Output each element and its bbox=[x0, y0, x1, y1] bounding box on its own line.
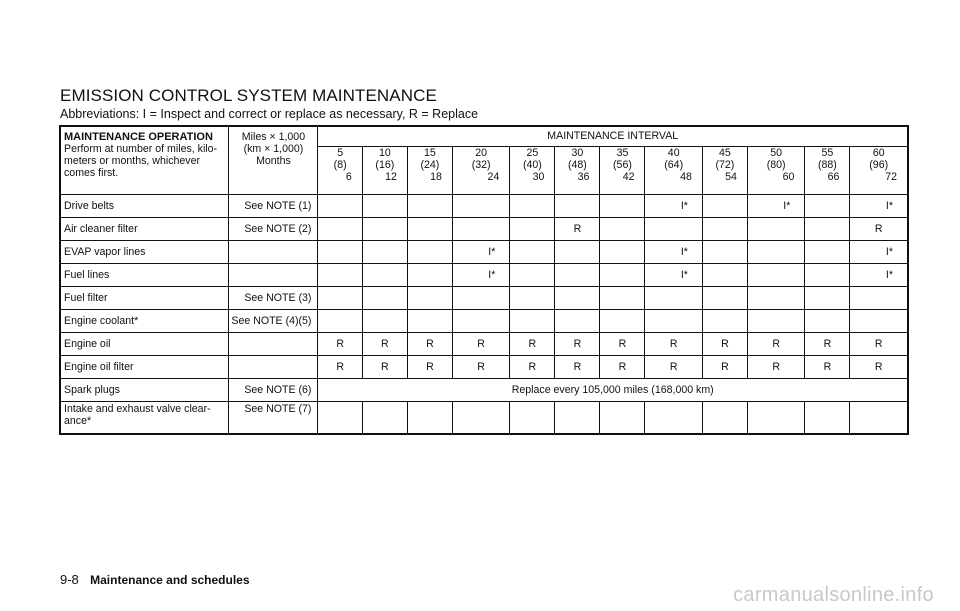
interval-cell bbox=[850, 402, 908, 435]
units-months: Months bbox=[256, 155, 291, 167]
interval-cell bbox=[555, 310, 600, 333]
operation-note: See NOTE (6) bbox=[229, 379, 318, 402]
interval-cell bbox=[600, 218, 645, 241]
interval-span-text: Replace every 105,000 miles (168,000 km) bbox=[318, 379, 908, 402]
abbreviations-note: Abbreviations: I = Inspect and correct or replace as necessary, R = Replace bbox=[60, 107, 479, 121]
interval-column-header bbox=[318, 147, 362, 195]
interval-cell bbox=[452, 310, 509, 333]
interval-cell: R bbox=[747, 356, 804, 379]
operation-name: Fuel lines bbox=[60, 264, 229, 287]
interval-cell bbox=[747, 402, 804, 435]
interval-cell: I* bbox=[452, 241, 509, 264]
interval-column-header bbox=[452, 147, 509, 195]
interval-cell bbox=[452, 195, 509, 218]
table-row bbox=[60, 195, 908, 218]
operation-name: Drive belts bbox=[60, 195, 229, 218]
interval-miles: 35 bbox=[616, 147, 629, 159]
interval-column-header bbox=[600, 147, 645, 195]
interval-cell bbox=[850, 287, 908, 310]
interval-cell bbox=[362, 241, 407, 264]
interval-cell: R bbox=[510, 333, 555, 356]
interval-cell: R bbox=[510, 356, 555, 379]
interval-column-header bbox=[805, 147, 850, 195]
interval-cell bbox=[555, 241, 600, 264]
interval-km: (40) bbox=[522, 159, 542, 171]
interval-miles: 10 bbox=[378, 147, 391, 159]
interval-cell bbox=[407, 241, 452, 264]
interval-cell bbox=[600, 195, 645, 218]
interval-column-header bbox=[555, 147, 600, 195]
interval-km: (88) bbox=[817, 159, 837, 171]
interval-months: 24 bbox=[487, 171, 500, 183]
interval-cell bbox=[510, 287, 555, 310]
interval-cell: I* bbox=[645, 195, 702, 218]
operation-name: Engine oil filter bbox=[60, 356, 229, 379]
interval-km: (80) bbox=[766, 159, 786, 171]
operation-name: Engine coolant* bbox=[60, 310, 229, 333]
interval-cell bbox=[362, 287, 407, 310]
interval-cell bbox=[510, 218, 555, 241]
interval-cell bbox=[747, 218, 804, 241]
interval-cell: I* bbox=[452, 264, 509, 287]
interval-cell bbox=[318, 287, 362, 310]
interval-cell bbox=[702, 402, 747, 435]
interval-cell bbox=[452, 402, 509, 435]
interval-cell bbox=[362, 264, 407, 287]
interval-column-header bbox=[510, 147, 555, 195]
interval-cell: R bbox=[452, 333, 509, 356]
operation-name: Air cleaner filter bbox=[60, 218, 229, 241]
interval-cell bbox=[510, 195, 555, 218]
operation-header bbox=[60, 126, 229, 195]
interval-km: (16) bbox=[375, 159, 395, 171]
interval-cell bbox=[747, 264, 804, 287]
page-number: 9-8 bbox=[60, 572, 79, 587]
interval-cell bbox=[318, 264, 362, 287]
interval-cell bbox=[362, 195, 407, 218]
interval-miles: 40 bbox=[667, 147, 680, 159]
interval-cell bbox=[510, 241, 555, 264]
interval-cell: R bbox=[850, 218, 908, 241]
interval-cell: I* bbox=[850, 195, 908, 218]
interval-cell: R bbox=[318, 356, 362, 379]
operation-header-desc: Perform at number of miles, kilo- meters or months, whichever comes first. bbox=[64, 143, 218, 179]
interval-cell: R bbox=[645, 333, 702, 356]
table-row bbox=[60, 264, 908, 287]
page-footer bbox=[60, 572, 250, 587]
table-row bbox=[60, 287, 908, 310]
interval-cell: R bbox=[805, 333, 850, 356]
operation-note bbox=[229, 264, 318, 287]
interval-miles: 20 bbox=[475, 147, 488, 159]
interval-cell: R bbox=[850, 333, 908, 356]
operation-note: See NOTE (7) bbox=[229, 402, 318, 435]
interval-cell bbox=[702, 287, 747, 310]
interval-cell bbox=[555, 287, 600, 310]
interval-cell: I* bbox=[645, 264, 702, 287]
interval-cell: R bbox=[702, 356, 747, 379]
interval-cell: R bbox=[555, 333, 600, 356]
interval-cell bbox=[318, 402, 362, 435]
watermark: carmanualsonline.info bbox=[733, 584, 934, 606]
interval-cell bbox=[747, 241, 804, 264]
interval-cell: R bbox=[407, 356, 452, 379]
interval-cell bbox=[407, 287, 452, 310]
table-row bbox=[60, 402, 908, 435]
operation-note: See NOTE (1) bbox=[229, 195, 318, 218]
operation-note: See NOTE (2) bbox=[229, 218, 318, 241]
interval-cell bbox=[805, 264, 850, 287]
interval-km: (56) bbox=[613, 159, 632, 171]
interval-cell bbox=[555, 264, 600, 287]
interval-miles: 55 bbox=[821, 147, 834, 159]
interval-cell: R bbox=[600, 333, 645, 356]
interval-cell: R bbox=[850, 356, 908, 379]
interval-cell bbox=[362, 402, 407, 435]
interval-cell bbox=[702, 264, 747, 287]
interval-months: 36 bbox=[577, 171, 590, 183]
operation-note bbox=[229, 356, 318, 379]
interval-miles: 45 bbox=[719, 147, 731, 159]
interval-cell: R bbox=[362, 333, 407, 356]
header-row-1 bbox=[60, 126, 908, 147]
operation-note: See NOTE (3) bbox=[229, 287, 318, 310]
interval-cell: R bbox=[600, 356, 645, 379]
interval-km: (96) bbox=[869, 159, 889, 171]
interval-cell bbox=[318, 241, 362, 264]
table-row bbox=[60, 379, 908, 402]
interval-months: 72 bbox=[885, 171, 897, 183]
interval-months: 6 bbox=[345, 171, 352, 183]
operation-header-title: MAINTENANCE OPERATION bbox=[64, 131, 213, 143]
interval-column-header bbox=[850, 147, 908, 195]
interval-cell bbox=[850, 310, 908, 333]
operation-name: Intake and exhaust valve clear- ance* bbox=[60, 402, 229, 435]
interval-cell bbox=[407, 264, 452, 287]
interval-miles: 5 bbox=[337, 147, 344, 159]
interval-miles: 60 bbox=[872, 147, 885, 159]
section-name: Maintenance and schedules bbox=[90, 573, 250, 587]
interval-cell bbox=[318, 218, 362, 241]
interval-cell bbox=[702, 310, 747, 333]
operation-note: See NOTE (4)(5) bbox=[229, 310, 318, 333]
interval-cell bbox=[645, 310, 702, 333]
interval-months: 42 bbox=[622, 171, 635, 183]
interval-cell: R bbox=[452, 356, 509, 379]
interval-cell bbox=[555, 402, 600, 435]
interval-column-header bbox=[702, 147, 747, 195]
interval-cell bbox=[645, 287, 702, 310]
table-row bbox=[60, 241, 908, 264]
interval-miles: 50 bbox=[770, 147, 783, 159]
interval-miles: 30 bbox=[571, 147, 584, 159]
interval-months: 12 bbox=[385, 171, 397, 183]
interval-cell bbox=[805, 195, 850, 218]
interval-cell bbox=[600, 287, 645, 310]
interval-cell: R bbox=[555, 356, 600, 379]
interval-cell: R bbox=[805, 356, 850, 379]
interval-cell bbox=[407, 195, 452, 218]
interval-cell bbox=[600, 310, 645, 333]
interval-cell bbox=[510, 310, 555, 333]
interval-cell bbox=[452, 287, 509, 310]
table-row bbox=[60, 356, 908, 379]
interval-cell: R bbox=[555, 218, 600, 241]
interval-column-header bbox=[362, 147, 407, 195]
interval-cell: R bbox=[747, 333, 804, 356]
interval-cell bbox=[702, 241, 747, 264]
units-miles: Miles × 1,000 bbox=[241, 131, 306, 143]
interval-cell bbox=[747, 287, 804, 310]
interval-km: (8) bbox=[333, 159, 347, 171]
interval-cell bbox=[555, 195, 600, 218]
interval-months: 48 bbox=[680, 171, 692, 183]
interval-cell bbox=[805, 218, 850, 241]
interval-cell bbox=[805, 402, 850, 435]
interval-months: 66 bbox=[827, 171, 840, 183]
interval-km: (48) bbox=[567, 159, 587, 171]
interval-cell bbox=[510, 264, 555, 287]
interval-cell: I* bbox=[850, 241, 908, 264]
interval-column-header bbox=[645, 147, 702, 195]
interval-miles: 25 bbox=[526, 147, 539, 159]
units-header bbox=[229, 126, 318, 195]
operation-name: Spark plugs bbox=[60, 379, 229, 402]
interval-months: 30 bbox=[532, 171, 545, 183]
operation-name: EVAP vapor lines bbox=[60, 241, 229, 264]
interval-cell bbox=[702, 195, 747, 218]
interval-cell bbox=[510, 402, 555, 435]
interval-header: MAINTENANCE INTERVAL bbox=[318, 126, 908, 147]
interval-cell: I* bbox=[747, 195, 804, 218]
interval-cell bbox=[645, 218, 702, 241]
interval-cell bbox=[600, 264, 645, 287]
interval-km: (72) bbox=[715, 159, 735, 171]
interval-cell bbox=[362, 218, 407, 241]
interval-cell bbox=[747, 310, 804, 333]
operation-name: Engine oil bbox=[60, 333, 229, 356]
interval-cell bbox=[407, 402, 452, 435]
interval-cell bbox=[362, 310, 407, 333]
interval-cell bbox=[600, 402, 645, 435]
operation-name: Fuel filter bbox=[60, 287, 229, 310]
interval-months: 60 bbox=[782, 171, 795, 183]
operation-note bbox=[229, 333, 318, 356]
interval-cell bbox=[805, 287, 850, 310]
interval-cell bbox=[318, 195, 362, 218]
interval-months: 54 bbox=[725, 171, 737, 183]
interval-cell: I* bbox=[645, 241, 702, 264]
interval-cell bbox=[645, 402, 702, 435]
interval-column-header bbox=[747, 147, 804, 195]
interval-cell bbox=[600, 241, 645, 264]
operation-note bbox=[229, 241, 318, 264]
interval-cell: R bbox=[318, 333, 362, 356]
table-row bbox=[60, 218, 908, 241]
units-km: (km × 1,000) bbox=[243, 143, 304, 155]
interval-cell: I* bbox=[850, 264, 908, 287]
interval-column-header bbox=[407, 147, 452, 195]
interval-cell bbox=[318, 310, 362, 333]
table-row bbox=[60, 310, 908, 333]
interval-km: (32) bbox=[471, 159, 491, 171]
interval-cell bbox=[805, 310, 850, 333]
interval-cell: R bbox=[362, 356, 407, 379]
interval-cell: R bbox=[702, 333, 747, 356]
interval-cell bbox=[452, 218, 509, 241]
page-title: EMISSION CONTROL SYSTEM MAINTENANCE bbox=[60, 86, 437, 105]
interval-km: (24) bbox=[420, 159, 440, 171]
interval-cell bbox=[805, 241, 850, 264]
table-row bbox=[60, 333, 908, 356]
interval-km: (64) bbox=[664, 159, 684, 171]
interval-cell: R bbox=[645, 356, 702, 379]
interval-miles: 15 bbox=[424, 147, 436, 159]
interval-cell bbox=[407, 310, 452, 333]
interval-months: 18 bbox=[430, 171, 442, 183]
maintenance-table bbox=[59, 125, 909, 435]
interval-cell: R bbox=[407, 333, 452, 356]
interval-cell bbox=[702, 218, 747, 241]
interval-cell bbox=[407, 218, 452, 241]
